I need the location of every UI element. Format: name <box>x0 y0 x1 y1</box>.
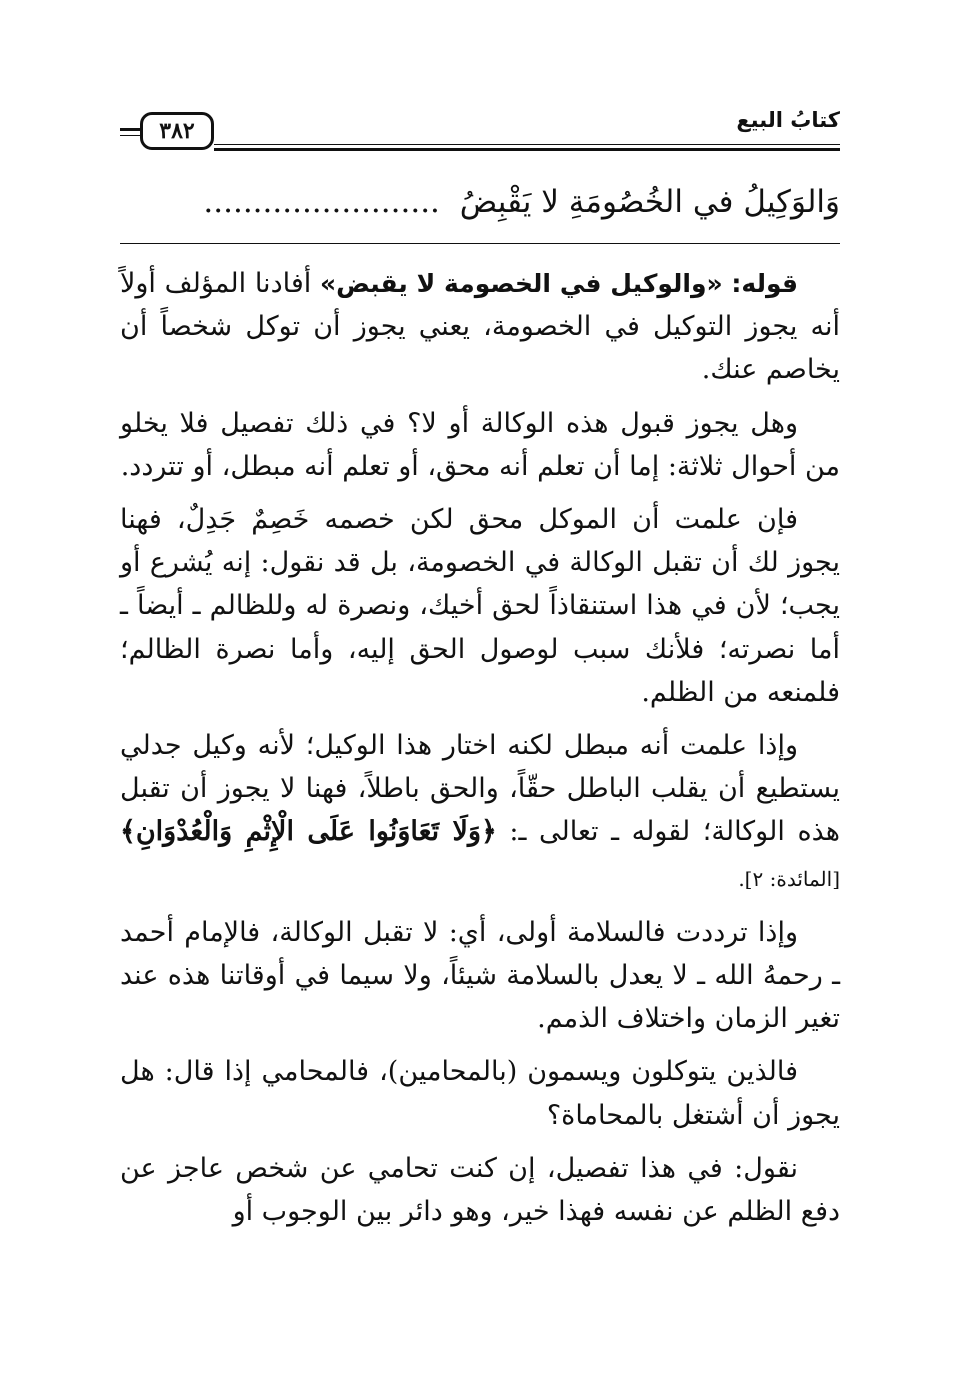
page-number: ٣٨٢ <box>140 112 214 150</box>
verse-reference: [المائدة: ٢]. <box>738 866 840 891</box>
paragraph-lead: قوله: <box>731 269 798 298</box>
paragraph-1 <box>120 262 840 392</box>
paragraph-text: وإذا ترددت فالسلامة أولى، أي: لا تقبل الوكالة، فالإمام أحمد ـ رحمهُ الله ـ لا يعدل بالسلامة شيئاً، ولا سيما في أوقاتنا هذه عند تغير الزمان واختلاف الذمم. <box>120 916 840 1035</box>
commentary-body <box>120 262 840 1243</box>
book-title: كتابُ البيع <box>736 108 840 132</box>
paragraph-text: وإذا علمت أنه مبطل لكنه اختار هذا الوكيل؛ لأنه وكيل جدلي يستطيع أن يقلب الباطل حقّاً، والحق باطلاً، فهنا لا يجوز أن تقبل هذه الوكالة؛ لقوله ـ تعالى ـ: <box>120 730 840 848</box>
paragraph-text: نقول: في هذا تفصيل، إن كنت تحامي عن شخص عاجز عن دفع الظلم عن نفسه فهذا خير، وهو دائر بين الوجوب أو <box>120 1152 840 1228</box>
paragraph-text: فالذين يتوكلون ويسمون (بالمحامين)، فالمحامي إذا قال: هل يجوز أن أشتغل بالمحاماة؟ <box>120 1056 840 1131</box>
matn-dots: ........................ <box>203 184 440 220</box>
matn-quote: «والوكيل في الخصومة لا يقبض» <box>319 269 723 298</box>
matn-separator <box>120 243 840 244</box>
paragraph-3 <box>120 498 840 714</box>
quran-verse: ﴿وَلَا تَعَاوَنُوا عَلَى الْإِثْمِ وَالْعُدْوَانِ﴾ <box>120 816 497 848</box>
paragraph-6 <box>120 1050 840 1136</box>
paragraph-7 <box>120 1147 840 1233</box>
header-rule-right <box>214 144 840 151</box>
matn-line <box>128 178 840 226</box>
header-rule-left <box>120 128 142 136</box>
paragraph-text: أفادنا المؤلف أولاً أنه يجوز التوكيل في الخصومة، يعني يجوز أن توكل شخصاً أن يخاصم عنك. <box>120 268 840 386</box>
matn-text: وَالوَكِيلُ في الخُصُومَةِ لا يَقْبِضُ <box>459 184 840 220</box>
paragraph-text: وهل يجوز قبول هذه الوكالة أو لا؟ في ذلك تفصيل فلا يخلو من أحوال ثلاثة: إما أن تعلم أنه محق، أو تعلم أنه مبطل، أو تتردد. <box>120 407 840 482</box>
paragraph-5 <box>120 911 840 1041</box>
paragraph-2 <box>120 402 840 488</box>
page-header <box>120 108 840 158</box>
paragraph-text: فإن علمت أن الموكل محق لكن خصمه خَصِمٌ جَدِلٌ، فهنا يجوز لك أن تقبل الوكالة في الخصومة، بل قد نقول: إنه يُشرع أو يجب؛ لأن في هذا استنقاذاً لحق أخيك، ونصرة له وللظالم ـ أيضاً ـ أما نصرته؛ فلأنك سبب لوصول الحق إليه، وأما نصرة الظالم؛ فلمنعه من الظلم. <box>120 504 840 708</box>
paragraph-4 <box>120 724 840 901</box>
